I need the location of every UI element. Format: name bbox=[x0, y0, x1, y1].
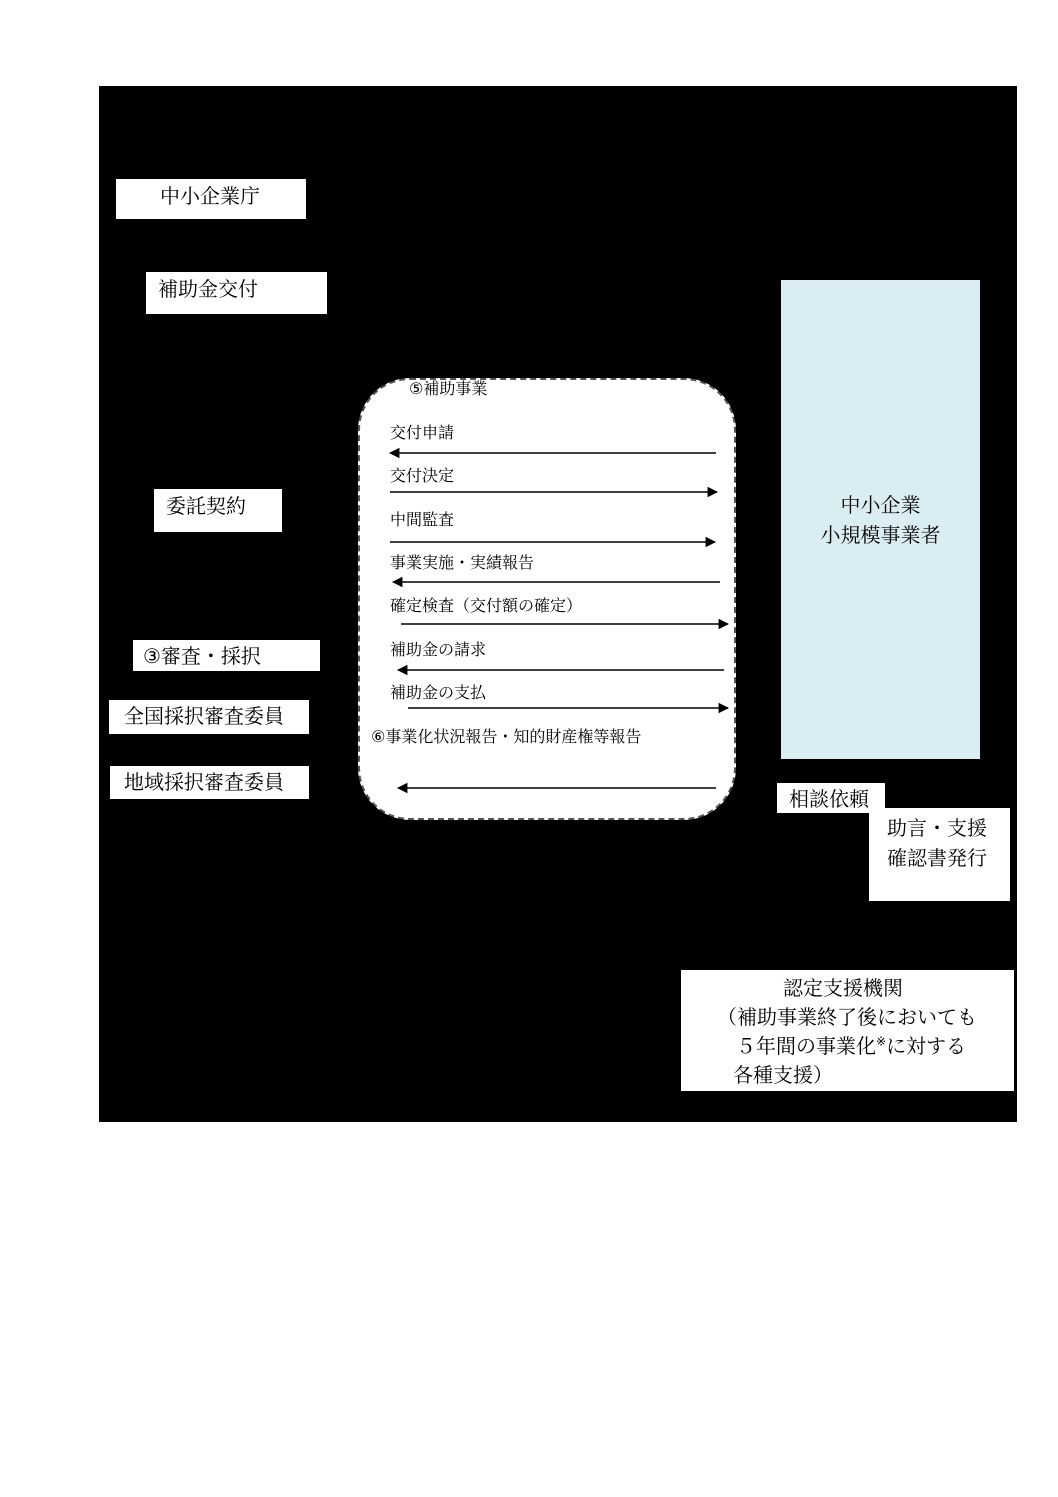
consult-label: 相談依頼 bbox=[789, 787, 869, 811]
contract-label: 委託契約 bbox=[166, 494, 246, 518]
contract-box bbox=[154, 489, 282, 532]
step-interim-audit: 中間監査 bbox=[390, 510, 455, 529]
grant-label: 補助金交付 bbox=[158, 277, 258, 301]
support-institution-box bbox=[681, 970, 1014, 1091]
advice-label-line1: 助言・支援 bbox=[887, 816, 987, 840]
step-commercialization-report: ⑥事業化状況報告・知的財産権等報告 bbox=[371, 727, 642, 746]
advice-box bbox=[869, 808, 1010, 901]
footnote-mark: ※ bbox=[876, 1034, 887, 1049]
review-label: ③審査・採択 bbox=[143, 644, 261, 668]
national-committee-box bbox=[109, 700, 309, 734]
support-label-line3-main: ５年間の事業化 bbox=[736, 1034, 876, 1058]
step-final-inspection: 確定検査（交付額の確定） bbox=[390, 596, 583, 615]
regional-committee-box bbox=[110, 766, 309, 799]
step-implementation-report: 事業実施・実績報告 bbox=[390, 553, 535, 572]
support-label-line4: 各種支援） bbox=[733, 1063, 833, 1087]
support-label-line1: 認定支援機関 bbox=[783, 976, 903, 1000]
support-label-line3 bbox=[681, 1032, 1014, 1061]
sme-label-line2: 小規模事業者 bbox=[820, 522, 941, 547]
support-label-line2: （補助事業終了後においても bbox=[717, 1005, 977, 1029]
agency-box bbox=[116, 179, 306, 219]
sme-label-line1: 中小企業 bbox=[840, 492, 921, 517]
review-box bbox=[133, 640, 320, 671]
sme-box bbox=[781, 280, 980, 759]
advice-label-line2: 確認書発行 bbox=[887, 846, 987, 870]
grant-box bbox=[146, 272, 327, 314]
step-grant-application: 交付申請 bbox=[390, 423, 455, 442]
step-subsidy-payment: 補助金の支払 bbox=[390, 683, 487, 702]
hub-title: ⑤補助事業 bbox=[409, 379, 488, 398]
support-label-line3-tail: に対する bbox=[886, 1034, 967, 1058]
national-committee-label: 全国採択審査委員 bbox=[124, 704, 284, 728]
regional-committee-label: 地域採択審査委員 bbox=[124, 770, 284, 794]
step-grant-decision: 交付決定 bbox=[390, 466, 455, 485]
step-subsidy-claim: 補助金の請求 bbox=[390, 640, 487, 659]
agency-label: 中小企業庁 bbox=[160, 184, 260, 208]
